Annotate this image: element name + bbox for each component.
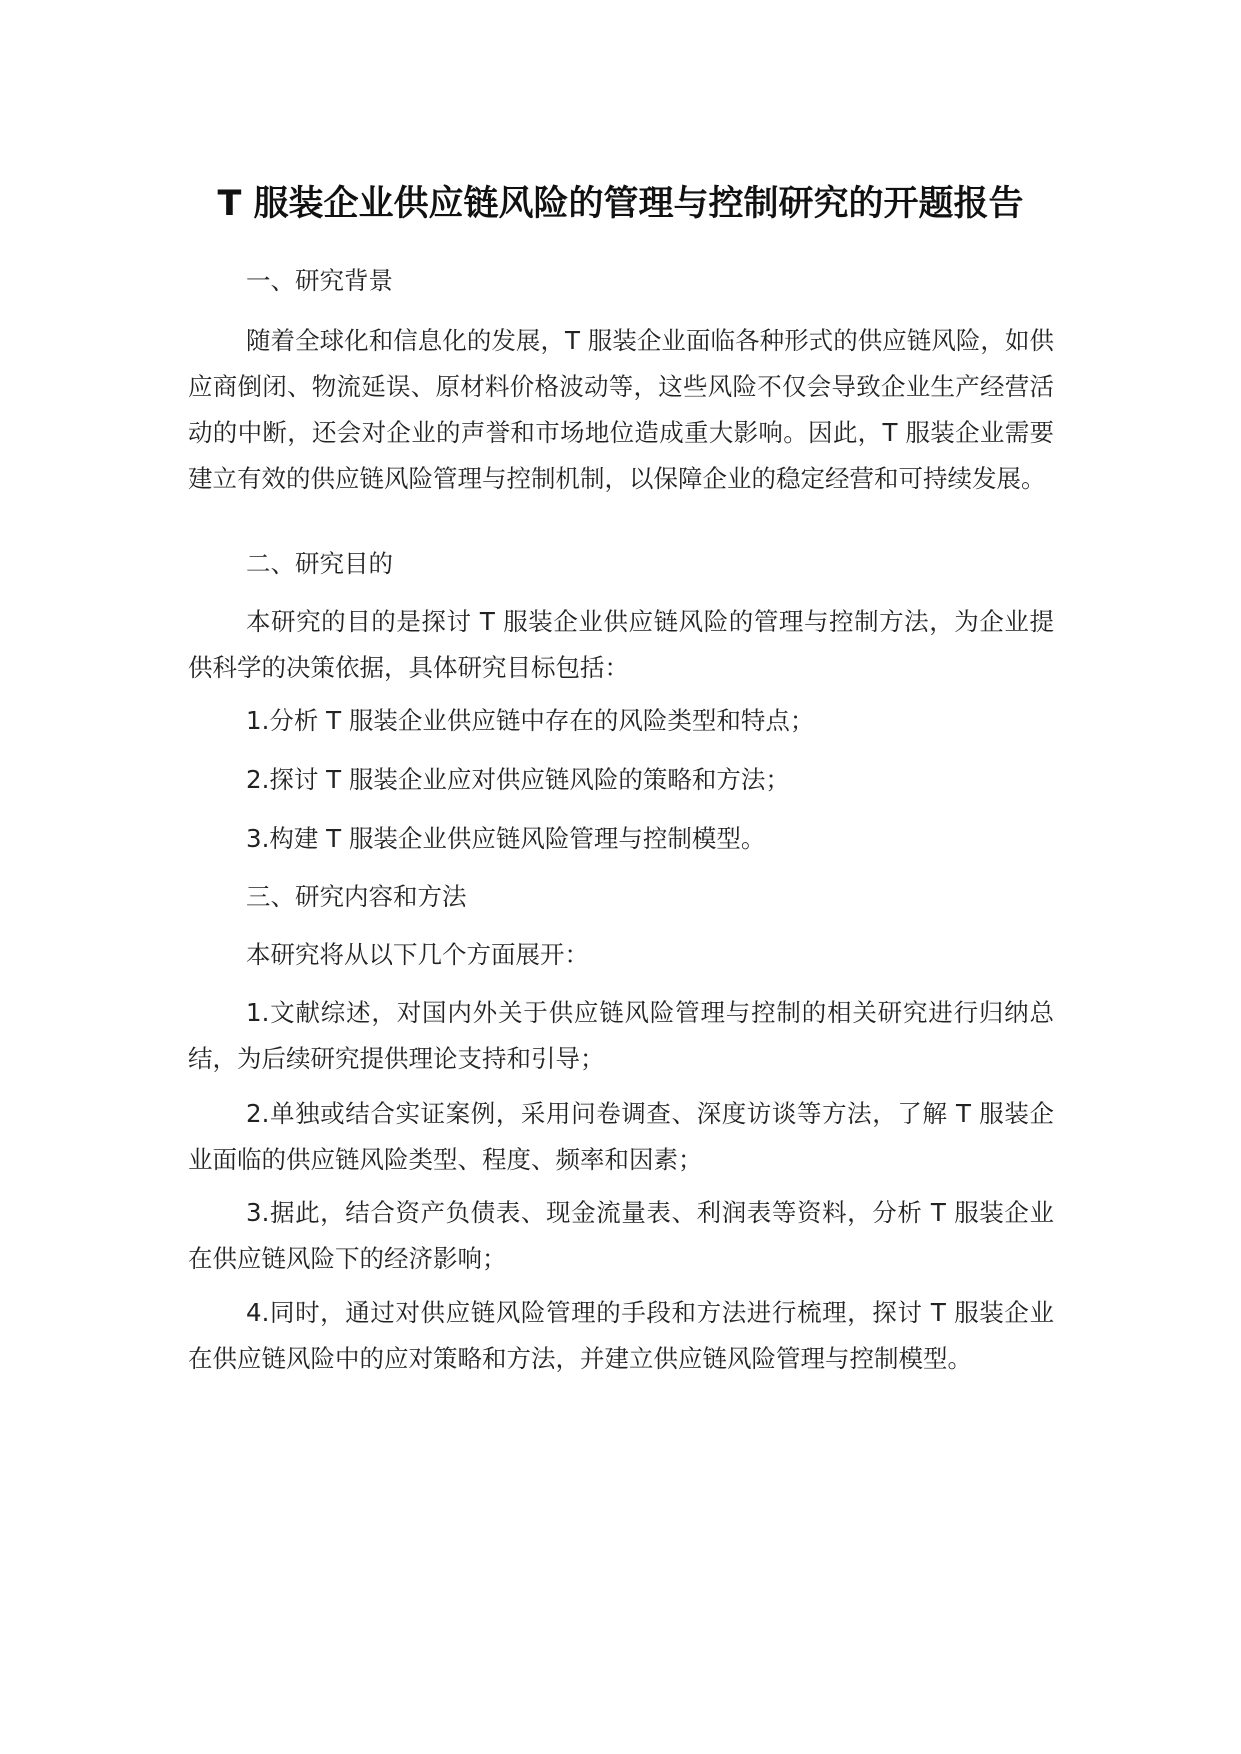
paragraph-purpose: 本研究的目的是探讨 T 服装企业供应链风险的管理与控制方法，为企业提供科学的决策依据，具体研究目标包括： bbox=[188, 607, 1054, 682]
list-item-goal-3: 3.构建 T 服装企业供应链风险管理与控制模型。 bbox=[246, 824, 766, 853]
section-heading-content-methods: 三、研究内容和方法 bbox=[246, 882, 467, 911]
paragraph-background: 随着全球化和信息化的发展，T 服装企业面临各种形式的供应链风险，如供应商倒闭、物流延误、原材料价格波动等，这些风险不仅会导致企业生产经营活动的中断，还会对企业的声誉和市场地位造成重大影响。因此，T 服装企业需要建立有效的供应链风险管理与控制机制，以保障企业的稳定经营和可持续发展。 bbox=[188, 326, 1054, 493]
list-item-goal-1: 1.分析 T 服装企业供应链中存在的风险类型和特点； bbox=[246, 706, 815, 735]
list-item-method-3: 3.据此，结合资产负债表、现金流量表、利润表等资料，分析 T 服装企业在供应链风险下的经济影响； bbox=[188, 1198, 1054, 1273]
list-item-method-2: 2.单独或结合实证案例，采用问卷调查、深度访谈等方法，了解 T 服装企业面临的供应链风险类型、程度、频率和因素； bbox=[188, 1099, 1054, 1174]
section-heading-background: 一、研究背景 bbox=[246, 266, 393, 295]
section-heading-purpose: 二、研究目的 bbox=[246, 549, 393, 578]
list-item-method-4: 4.同时，通过对供应链风险管理的手段和方法进行梳理，探讨 T 服装企业在供应链风险中的应对策略和方法，并建立供应链风险管理与控制模型。 bbox=[188, 1298, 1054, 1373]
list-item-method-1: 1.文献综述，对国内外关于供应链风险管理与控制的相关研究进行归纳总结，为后续研究提供理论支持和引导； bbox=[188, 998, 1054, 1073]
paragraph-content-intro: 本研究将从以下几个方面展开： bbox=[246, 940, 589, 969]
document-title: T 服装企业供应链风险的管理与控制研究的开题报告 bbox=[217, 184, 1024, 224]
list-item-goal-2: 2.探讨 T 服装企业应对供应链风险的策略和方法； bbox=[246, 765, 790, 794]
